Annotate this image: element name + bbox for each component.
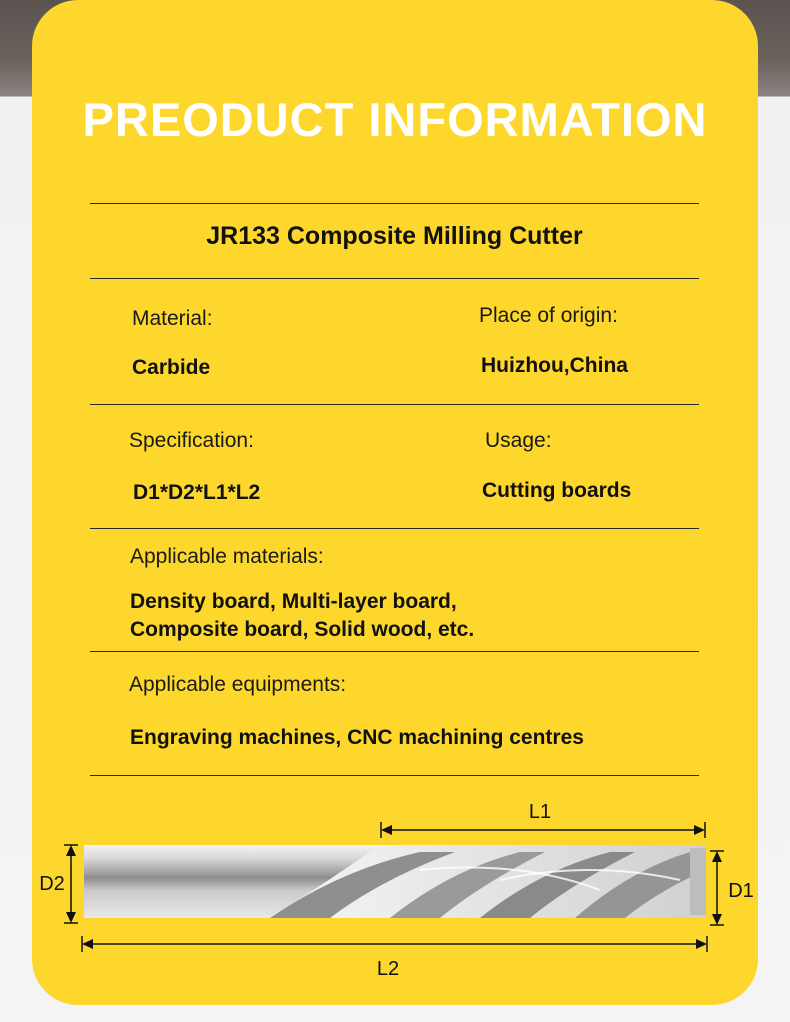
materials-line-1: Density board, Multi-layer board, (130, 590, 457, 613)
divider (90, 775, 699, 776)
specification-label: Specification: (129, 429, 254, 452)
origin-label: Place of origin: (479, 304, 618, 327)
product-name: JR133 Composite Milling Cutter (206, 222, 583, 250)
material-label: Material: (132, 307, 213, 330)
origin-value: Huizhou,China (481, 354, 628, 377)
d1-label: D1 (728, 880, 754, 902)
divider (90, 404, 699, 405)
cutter-image (84, 845, 706, 918)
page-title: PREODUCT INFORMATION (82, 93, 708, 146)
l1-label: L1 (528, 801, 552, 823)
divider (90, 278, 699, 279)
equipment-value: Engraving machines, CNC machining centres (130, 726, 584, 749)
material-value: Carbide (132, 356, 211, 379)
divider (90, 203, 699, 204)
equipment-label: Applicable equipments: (129, 673, 347, 696)
l1-dimension (381, 822, 705, 838)
divider (90, 528, 699, 529)
usage-value: Cutting boards (482, 479, 632, 502)
d2-dimension (64, 845, 78, 923)
usage-label: Usage: (485, 429, 552, 452)
materials-line-2: Composite board, Solid wood, etc. (130, 618, 475, 641)
cutter-diagram (0, 790, 790, 1000)
d1-dimension (710, 851, 724, 925)
d2-label: D2 (39, 873, 65, 895)
divider (90, 651, 699, 652)
l2-dimension (82, 936, 707, 952)
l2-label: L2 (376, 958, 400, 980)
specification-value: D1*D2*L1*L2 (133, 481, 261, 504)
materials-label: Applicable materials: (130, 545, 324, 568)
